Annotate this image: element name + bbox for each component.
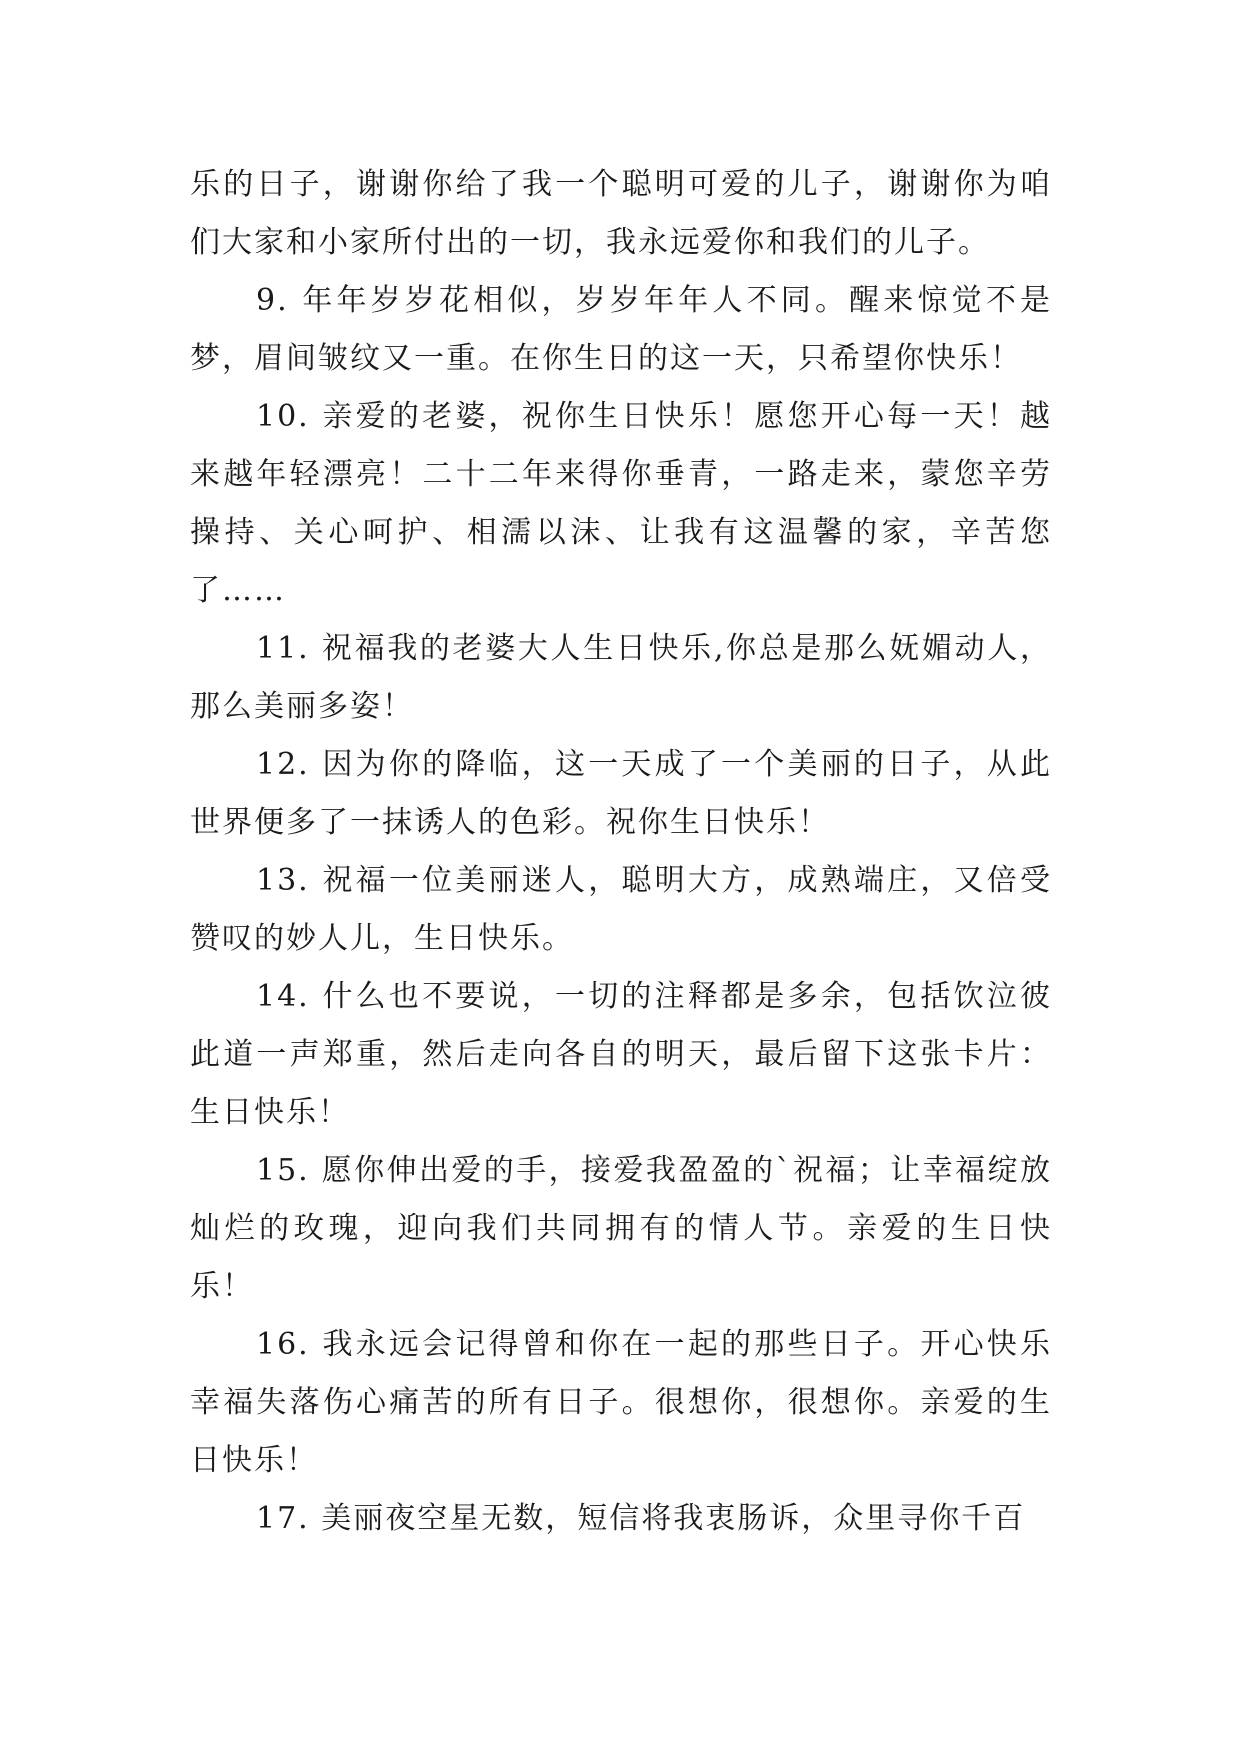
paragraph-item-9: 9. 年年岁岁花相似，岁岁年年人不同。醒来惊觉不是梦，眉间皱纹又一重。在你生日的这一天，只希望你快乐！ <box>190 283 1052 376</box>
paragraph-item-11: 11. 祝福我的老婆大人生日快乐,你总是那么妩媚动人，那么美丽多姿！ <box>190 631 1052 724</box>
paragraph-item-14: 14. 什么也不要说，一切的注释都是多余，包括饮泣彼此道一声郑重，然后走向各自的明天，最后留下这张卡片：生日快乐！ <box>190 979 1052 1130</box>
paragraph-item-15: 15. 愿你伸出爱的手，接爱我盈盈的`祝福；让幸福绽放灿烂的玫瑰，迎向我们共同拥有的情人节。亲爱的生日快乐！ <box>190 1153 1052 1304</box>
paragraph-item-12: 12. 因为你的降临，这一天成了一个美丽的日子，从此世界便多了一抹诱人的色彩。祝你生日快乐！ <box>190 747 1052 840</box>
paragraph-item-13: 13. 祝福一位美丽迷人，聪明大方，成熟端庄，又倍受赞叹的妙人儿，生日快乐。 <box>190 863 1052 956</box>
paragraph-continuation: 乐的日子，谢谢你给了我一个聪明可爱的儿子，谢谢你为咱们大家和小家所付出的一切，我永远爱你和我们的儿子。 <box>190 167 1052 260</box>
document-body <box>190 156 1052 1548</box>
paragraph-item-10: 10. 亲爱的老婆，祝你生日快乐！愿您开心每一天！越来越年轻漂亮！二十二年来得你垂青，一路走来，蒙您辛劳操持、关心呵护、相濡以沫、让我有这温馨的家，辛苦您了…… <box>190 399 1052 608</box>
paragraph-item-17: 17. 美丽夜空星无数，短信将我衷肠诉，众里寻你千百 <box>256 1501 1026 1536</box>
paragraph-item-16: 16. 我永远会记得曾和你在一起的那些日子。开心快乐幸福失落伤心痛苦的所有日子。很想你，很想你。亲爱的生日快乐！ <box>190 1327 1052 1478</box>
